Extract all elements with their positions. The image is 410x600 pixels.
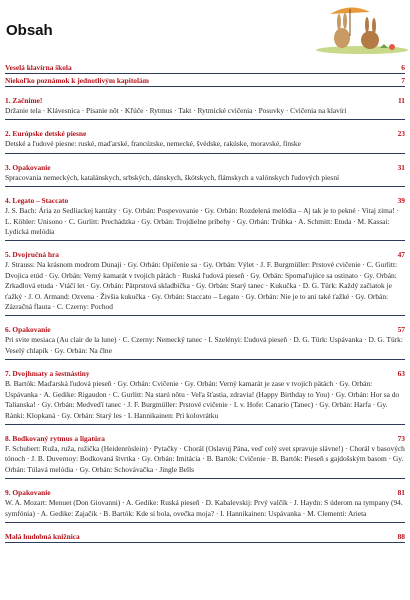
chapter-title: 9. Opakovanie [5, 488, 51, 498]
entry-page: 88 [397, 531, 405, 541]
toc-chapter-7[interactable] [5, 367, 405, 425]
chapter-page: 11 [398, 96, 405, 105]
entry-title: Malá hudobná knižnica [5, 531, 80, 541]
chapter-page: 57 [397, 325, 405, 335]
chapter-title: 4. Legato – Staccato [5, 196, 69, 206]
toc-chapter-9[interactable] [5, 486, 405, 523]
chapter-contents: B. Bartók: Maďarská ľudová pieseň · Gy. Orbán: Cvičenie · Gy. Orbán: Verný kamarát je zase v tvojich pätách · Gy. Orbán: Uspávanka · A. Gedike: Rigaudon · C. Gurlitt: Na starú nôtu · Veľa šťastia, zdravia! (Happy Birthday to You) · Gy. Orbán: Hor sa do Talianska! · Gy. Orbán: Medveďí tanec · J. F. Burgmüller: Prstové cvičenie · I. v. Hofe: Canario (Tanec) · Gy. Orbán: Harfa · Gy. Ránki: Klopkaná · Gy. Orbán: Starý les · I. Hannikainen: Pri kolovrátku [5, 379, 400, 420]
toc-chapter-3[interactable] [5, 161, 405, 187]
chapter-title: 8. Bodkovaný rytmus a ligatúra [5, 433, 105, 443]
rabbits-with-umbrella-icon [300, 0, 410, 58]
toc-chapter-4[interactable] [5, 194, 405, 241]
chapter-contents: Držanie tela · Klávesnica · Písanie nôt · Kľúče · Rytmus · Takt · Rytmické cvičenia · Posuvky · Cvičenia na klavíri [5, 106, 347, 115]
chapter-contents: J. S. Bach: Ária zo Sedliackej kantáty · Gy. Orbán: Pospevovanie · Gy. Orbán: Rozdelená melódia – Aj tak je to pekné · Vitaj zima! · L. Köhler: Unisono · C. Gurlitt: Prechádzka · Gy. Orbán: Trojdielne príbehy · Gy. Orbán: Trúbka · A. Schmitt: Etuda · M. Kassai: Lydická melódia [5, 206, 399, 237]
chapter-title: 6. Opakovanie [5, 325, 51, 335]
chapter-title: 5. Dvojručná hra [5, 250, 59, 260]
chapter-contents: W. A. Mozart: Menuet (Don Giovanni) · A. Gedike: Ruská pieseň · D. Kabalevskij: Prvý valčík · J. Haydn: S úderom na tympany (94. symfónia) · A. Gedike: Zajačik · B. Bartók: Kde si bola, ovečka moja? · I. Hannikainen: Uspávanka · M. Clementi: Arieta [5, 498, 403, 518]
chapter-contents: Detské a ľudové piesne: ruské, maďarské, francúzske, nemecké, švédske, rakúske, moravské, fínske [5, 139, 301, 149]
chapter-page: 23 [397, 129, 405, 139]
chapter-page: 39 [397, 196, 405, 206]
chapter-contents: J. Strauss: Na krásnom modrom Dunaji · Gy. Orbán: Opičenie sa · Gy. Orbán: Výlet · J. F. Burgmüller: Prstové cvičenie · C. Gurlitt: Dvojica etúd · Gy. Orbán: Verný kamarát v tvojich pätách · Ruská ľudová pieseň · Gy. Orbán: Spomaľujúce sa ostinato · Gy. Orbán: Zrkadlová etuda · Vtáčí let · Gy. Orbán: Pätprstová skladbička · Gy. Orbán: Starý tanec · Kukučka · D. G. Türk: Každý začiatok je ťažký · J. O. Armand: Ozvena · Živšia kukučka · Gy. Orbán: Staccato – Legato · Gy. Orbán: Nie je to ani také ťažké · Gy. Orbán: Zázračná flauta · C. Czerny: Pochod [5, 260, 398, 312]
chapter-title: 7. Dvojhmaty a šestnástiny [5, 369, 90, 379]
page-title: Obsah [6, 22, 53, 39]
toc-entry-intro[interactable] [5, 61, 405, 74]
chapter-page: 47 [397, 250, 405, 260]
chapter-contents: Pri svite mesiaca (Au clair de la lune) · C. Czerny: Nemecký tanec · I. Szelényi: Ľudová pieseň · D. G. Türk: Uspávanka · D. G. Türk: Veselý chlapík · Gy. Orbán: Na člne [5, 335, 403, 355]
toc-chapter-6[interactable] [5, 323, 405, 360]
toc-entry-notes[interactable] [5, 74, 405, 87]
chapter-contents: F. Schubert: Ruža, ruža, ružička (Heidenröslein) · Pytačky · Chorál (Oslavuj Pána, veď celý svet spravuje slávne!) · Chorál v basových tónoch · J. B. Duvernoy: Bodkovaná štvrtka · Gy. Orbán: Imitácia · B. Bartók: Cvičenie · B. Bartók: Pieseň s gajdošským basom · Gy. Orbán: Túlavá melódia · Gy. Orbán: Schovávačka · Jingle Bells [5, 443, 405, 474]
chapter-title: 1. Začnime! [5, 96, 43, 105]
toc-chapter-2[interactable] [5, 127, 405, 153]
table-of-contents [5, 61, 405, 543]
entry-title: Veselá klavírna škola [5, 63, 72, 72]
toc-chapter-1[interactable] [5, 94, 405, 120]
chapter-page: 81 [397, 488, 405, 498]
entry-title: Niekoľko poznámok k jednotlivým kapitolám [5, 76, 149, 85]
chapter-title: 2. Európske detské piesne [5, 129, 87, 139]
chapter-page: 63 [397, 369, 405, 379]
chapter-page: 31 [397, 162, 405, 172]
chapter-page: 73 [397, 433, 405, 443]
entry-page: 6 [401, 63, 405, 72]
toc-entry-library[interactable] [5, 530, 405, 543]
entry-page: 7 [401, 76, 405, 85]
chapter-title: 3. Opakovanie [5, 162, 51, 172]
chapter-contents: Spracovania nemeckých, katalánskych, srbských, dánskych, škótskych, flámskych a valónskych ľudových piesní [5, 172, 340, 182]
toc-chapter-8[interactable] [5, 432, 405, 479]
toc-chapter-5[interactable] [5, 248, 405, 316]
